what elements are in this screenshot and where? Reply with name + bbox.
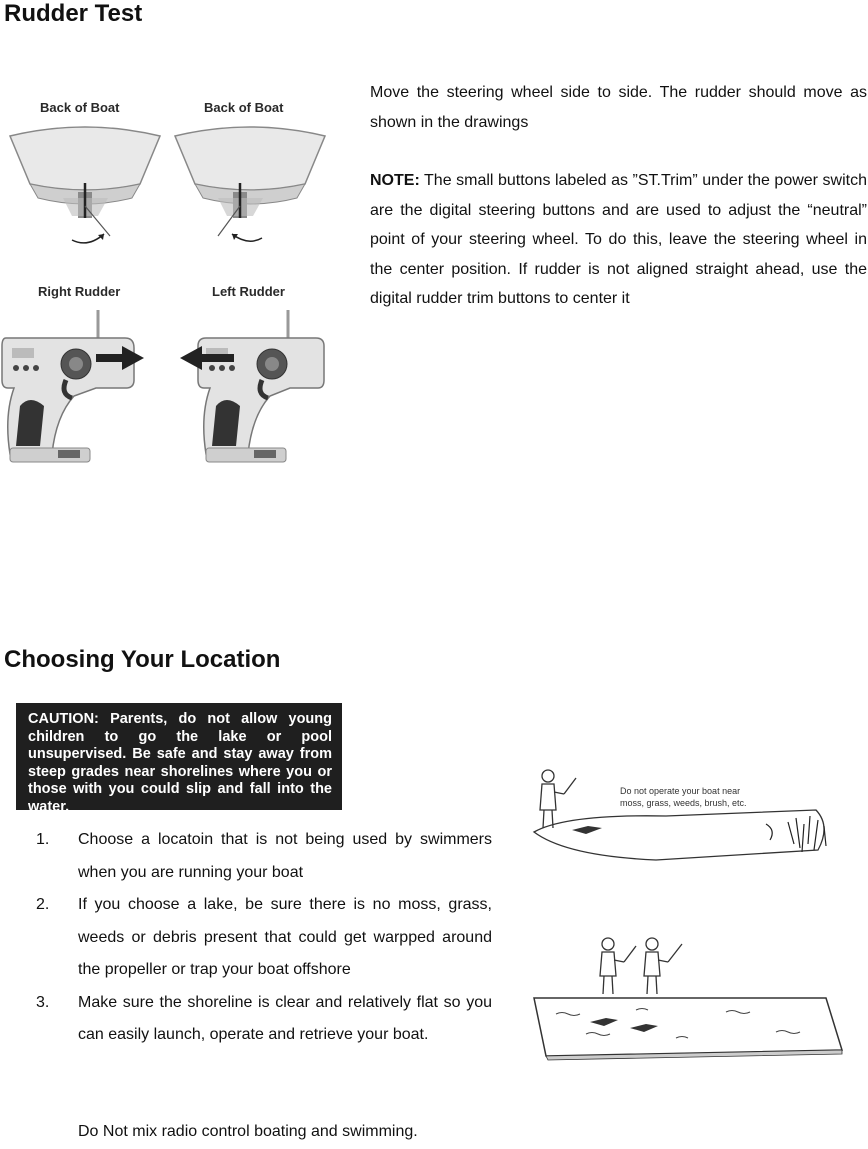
back-of-boat-label-right: Back of Boat xyxy=(204,100,284,115)
location-heading: Choosing Your Location xyxy=(4,646,281,673)
note-text: The small buttons labeled as ”ST.Trim” under the power switch are the digital steering buttons and are used to adjust the “neutral” point of your steering wheel. To do this, leave the steering wheel in the center position. If rudder is not aligned straight ahead, use the digital rudder trim buttons to center it xyxy=(370,172,867,307)
caution-text: Parents, do not allow young children to go the lake or pool unsupervised. Be safe and stay away from steep grades near shorelines where you or those with you could slip and fall into the water. xyxy=(28,711,332,815)
list-item: 3. Make sure the shoreline is clear and relatively flat so you can easily launch, operate and retrieve your boat. xyxy=(36,993,492,1043)
boat-icon xyxy=(572,826,602,834)
lake-weeds-illustration xyxy=(526,764,846,874)
caution-label: CAUTION: xyxy=(28,711,99,727)
rudder-test-heading: Rudder Test xyxy=(4,0,143,27)
list-item: 1. Choose a locatoin that is not being used by swimmers when you are running your boat xyxy=(36,831,492,881)
pool-outline-icon xyxy=(534,998,842,1056)
caution-box xyxy=(16,703,342,815)
person-operator-right-icon xyxy=(644,938,682,994)
boats-icon xyxy=(590,1018,658,1032)
safety-tail-text: Do Not mix radio control boating and swimming. xyxy=(78,1123,418,1140)
lake-outline-icon xyxy=(534,810,824,860)
rudder-instructions xyxy=(370,78,867,314)
rudder-para: Move the steering wheel side to side. The rudder should move as shown in the drawings xyxy=(370,84,867,131)
weeds-icon xyxy=(766,816,826,852)
boat-hull-right-icon xyxy=(175,127,325,236)
transmitter-right-icon xyxy=(2,310,134,462)
note-label: NOTE: xyxy=(370,172,420,189)
back-of-boat-label-left: Back of Boat xyxy=(40,100,120,115)
water-ripples-icon xyxy=(556,1009,800,1039)
transmitter-illustrations xyxy=(0,276,340,476)
boat-back-illustrations xyxy=(0,88,340,248)
right-rudder-label: Right Rudder xyxy=(38,284,121,299)
person-operator-icon xyxy=(540,770,576,828)
pool-illustration xyxy=(526,934,846,1062)
transmitter-left-icon xyxy=(198,310,324,462)
list-item: 2. If you choose a lake, be sure there is no moss, grass, weeds or debris present that could get warpped around the propeller or trap your boat offshore xyxy=(36,896,492,978)
lake-note-line-1: Do not operate your boat near xyxy=(620,786,741,796)
left-rudder-label: Left Rudder xyxy=(212,284,285,299)
person-operator-left-icon xyxy=(600,938,636,994)
boat-hull-left-icon xyxy=(10,127,160,236)
note-paragraph xyxy=(370,166,867,314)
location-steps xyxy=(36,824,492,1052)
lake-note-line-2: moss, grass, weeds, brush, etc. xyxy=(620,798,747,808)
